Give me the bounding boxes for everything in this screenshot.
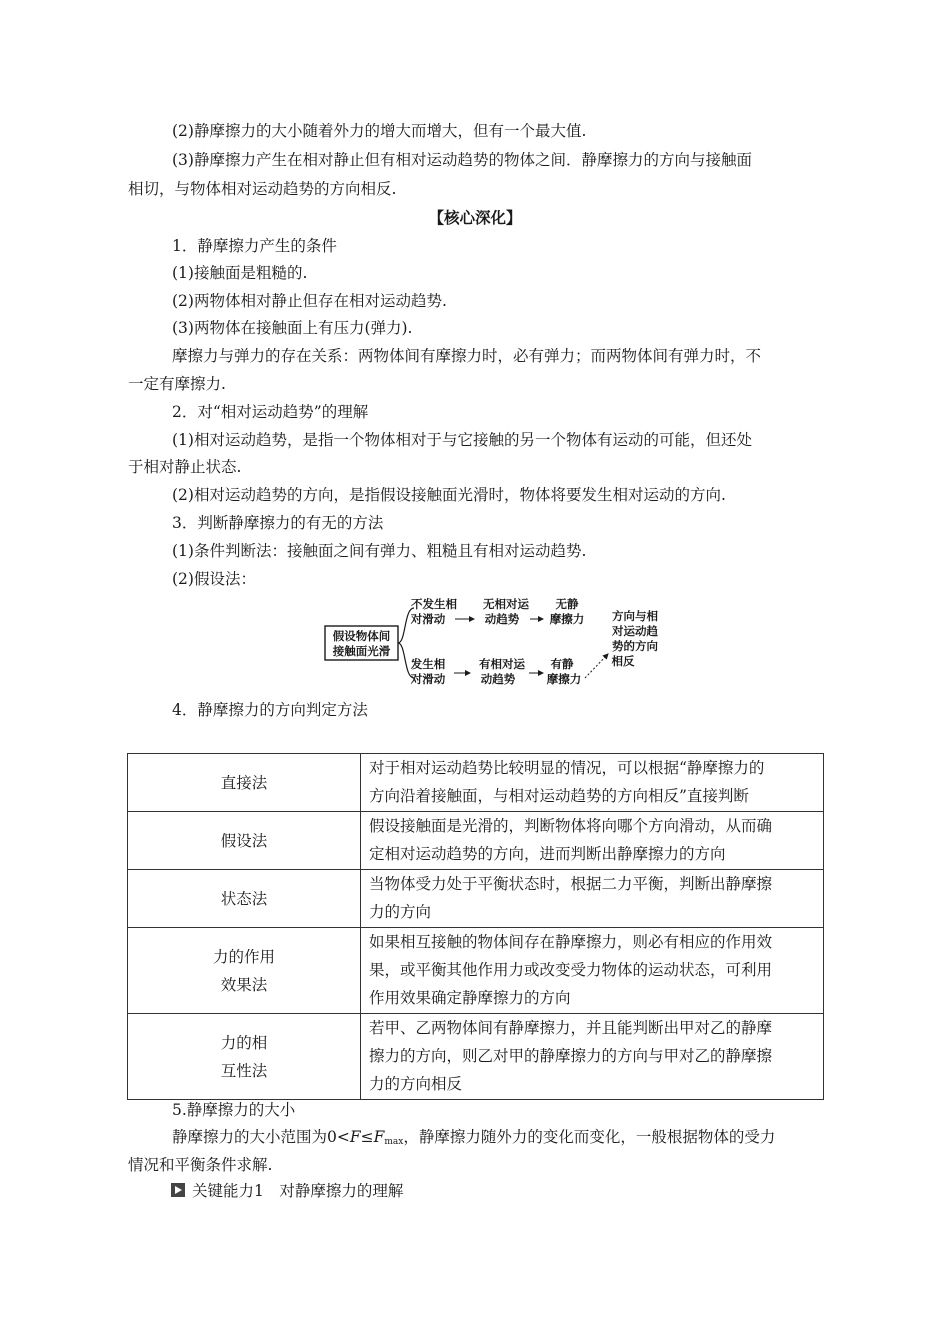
diagram-bottom-3-line-2: 摩擦力 [546, 672, 582, 686]
s3-item-2: (2)假设法： [172, 570, 256, 588]
direction-methods-table [127, 753, 824, 1100]
diagram-arrow-to-result [585, 654, 608, 678]
intro-line-3: 相切，与物体相对运动趋势的方向相反. [128, 180, 397, 198]
method-name-line: 假设法 [220, 831, 268, 850]
method-name-cell [128, 870, 361, 928]
intro-line-2: (3)静摩擦力产生在相对静止但有相对运动趋势的物体之间．静摩擦力的方向与接触面 [172, 151, 752, 169]
play-triangle-icon [171, 1183, 185, 1197]
table-row [128, 1014, 824, 1100]
s2-b-line-1: (2)相对运动趋势的方向，是指假设接触面光滑时，物体将要发生相对运动的方向. [172, 486, 726, 504]
method-desc-line: 如果相互接触的物体间存在静摩擦力，则必有相应的作用效 [369, 933, 773, 951]
diagram-result-line-4: 相反 [611, 654, 635, 668]
s1-item-3: (3)两物体在接触面上有压力(弹力). [172, 319, 413, 337]
method-name-line: 直接法 [220, 773, 268, 792]
method-desc-line: 作用效果确定静摩擦力的方向 [369, 989, 571, 1007]
s2-a-line-1: (1)相对运动趋势，是指一个物体相对于与它接触的另一个物体有运动的可能，但还处 [172, 431, 752, 449]
section-title: 【核心深化】 [428, 208, 522, 227]
s1-item-2: (2)两物体相对静止但存在相对运动趋势. [172, 292, 447, 310]
table-row [128, 754, 824, 812]
method-name-line: 力的作用 [212, 947, 275, 966]
method-desc-cell [361, 1014, 824, 1100]
s1-paragraph-line-1: 摩擦力与弹力的存在关系：两物体间有摩擦力时，必有弹力；而两物体间有弹力时，不 [172, 347, 762, 365]
diagram-bottom-1-line-1: 发生相 [410, 657, 446, 671]
diagram-bottom-2-line-1: 有相对运 [479, 657, 525, 671]
s5-paragraph-line-1 [172, 1127, 775, 1152]
method-desc-cell [361, 928, 824, 1014]
method-name-cell [128, 1014, 361, 1100]
s2-title: 2．对“相对运动趋势”的理解 [172, 403, 369, 421]
assumption-method-diagram [322, 594, 672, 692]
method-name-cell [128, 754, 361, 812]
diagram-bottom-1-line-2: 对滑动 [410, 672, 446, 686]
method-desc-line: 假设接触面是光滑的，判断物体将向哪个方向滑动，从而确 [369, 817, 773, 835]
method-name-line: 力的相 [220, 1033, 268, 1052]
s2-a-line-2: 于相对静止状态. [128, 458, 242, 476]
intro-line-1: (2)静摩擦力的大小随着外力的增大而增大，但有一个最大值. [172, 122, 587, 140]
diagram-result-line-1: 方向与相 [612, 609, 658, 623]
diagram-top-1-line-1: 不发生相 [411, 597, 457, 611]
diagram-root-line-1: 假设物体间 [332, 629, 391, 643]
s3-item-1: (1)条件判断法：接触面之间有弹力、粗糙且有相对运动趋势. [172, 542, 587, 560]
table-row [128, 870, 824, 928]
method-desc-line: 当物体受力处于平衡状态时，根据二力平衡，判断出静摩擦 [369, 875, 773, 893]
diagram-result-line-2: 对运动趋 [612, 624, 658, 638]
method-desc-line: 对于相对运动趋势比较明显的情况，可以根据“静摩擦力的 [369, 759, 765, 777]
method-name-line: 效果法 [220, 975, 268, 994]
method-name-line: 互性法 [220, 1061, 268, 1080]
fmax-symbol: F [373, 1128, 385, 1146]
s1-item-1: (1)接触面是粗糙的. [172, 264, 308, 282]
method-desc-line: 若甲、乙两物体间有静摩擦力，并且能判断出甲对乙的静摩 [369, 1019, 773, 1037]
diagram-bottom-3-line-1: 有静 [550, 657, 574, 671]
leq-symbol: ≤ [360, 1128, 374, 1146]
fmax-subscript: max [384, 1137, 404, 1147]
method-desc-line: 力的方向 [369, 903, 432, 921]
diagram-top-3-line-1: 无静 [555, 597, 579, 611]
diagram-top-3-line-2: 摩擦力 [549, 612, 585, 626]
method-desc-line: 定相对运动趋势的方向，进而判断出静摩擦力的方向 [369, 845, 726, 863]
s5-text-a: 静摩擦力的大小范围为0< [172, 1128, 350, 1146]
method-desc-cell [361, 870, 824, 928]
method-desc-cell [361, 754, 824, 812]
s5-text-c: ，静摩擦力随外力的变化而变化，一般根据物体的受力 [403, 1128, 776, 1146]
diagram-top-2-line-1: 无相对运 [483, 597, 529, 611]
method-desc-line: 擦力的方向，则乙对甲的静摩擦力的方向与甲对乙的静摩擦 [369, 1047, 773, 1065]
s5-paragraph-line-2: 情况和平衡条件求解. [128, 1156, 273, 1174]
s4-title: 4．静摩擦力的方向判定方法 [172, 701, 368, 719]
method-name-line: 状态法 [220, 889, 268, 908]
method-name-cell [128, 812, 361, 870]
method-desc-line: 果，或平衡其他作用力或改变受力物体的运动状态，可利用 [369, 961, 773, 979]
diagram-top-1-line-2: 对滑动 [410, 612, 446, 626]
method-desc-line: 力的方向相反 [369, 1075, 463, 1093]
s5-title: 5.静摩擦力的大小 [172, 1101, 296, 1119]
table-row [128, 812, 824, 870]
diagram-top-2-line-2: 动趋势 [484, 612, 520, 626]
s3-title: 3．判断静摩擦力的有无的方法 [172, 514, 384, 532]
table-row [128, 928, 824, 1014]
s1-title: 1．静摩擦力产生的条件 [172, 237, 337, 255]
method-desc-line: 方向沿着接触面，与相对运动趋势的方向相反”直接判断 [369, 787, 749, 805]
force-symbol: F [349, 1128, 361, 1146]
diagram-bottom-2-line-2: 动趋势 [480, 672, 516, 686]
key-ability-heading: 关键能力1 对静摩擦力的理解 [192, 1182, 404, 1200]
method-name-cell [128, 928, 361, 1014]
s1-paragraph-line-2: 一定有摩擦力. [128, 375, 226, 393]
method-desc-cell [361, 812, 824, 870]
diagram-result-line-3: 势的方向 [612, 639, 658, 653]
diagram-root-line-2: 接触面光滑 [332, 644, 391, 658]
